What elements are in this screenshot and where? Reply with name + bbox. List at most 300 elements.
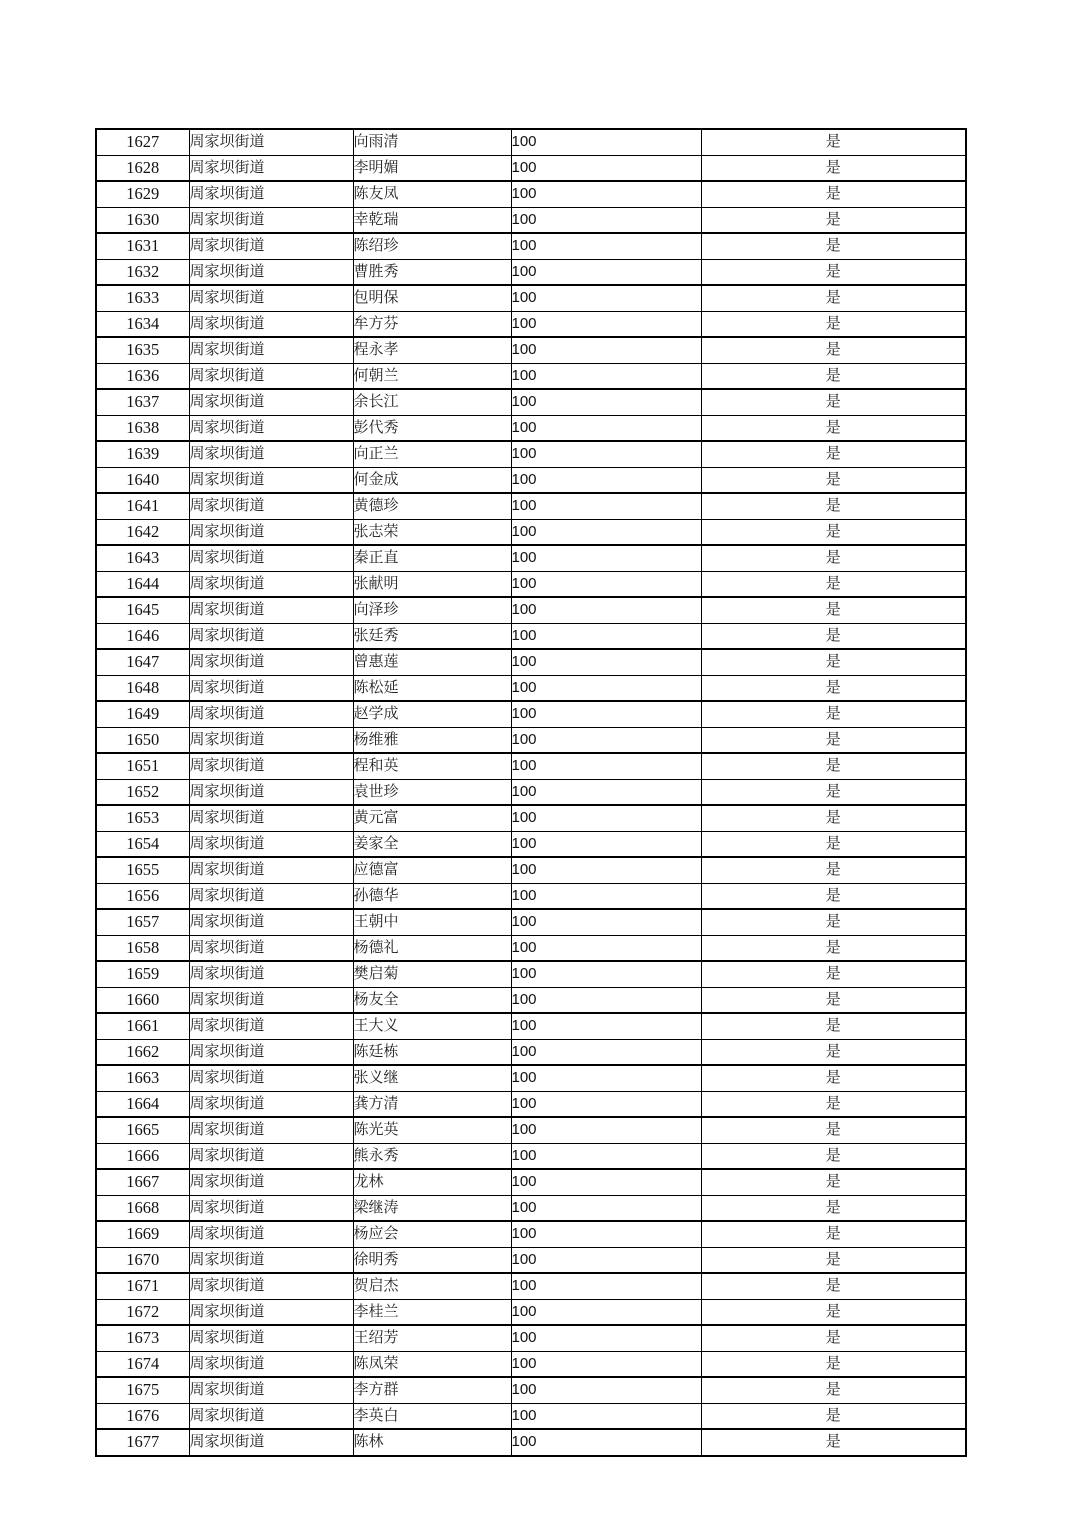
cell-score: 100 [511, 935, 701, 961]
cell-row-number: 1638 [96, 415, 189, 441]
table-row [96, 649, 966, 675]
cell-person-name: 徐明秀 [353, 1247, 511, 1273]
cell-flag: 是 [701, 1039, 966, 1065]
cell-person-name: 曾惠莲 [353, 649, 511, 675]
cell-subdistrict: 周家坝街道 [189, 1273, 353, 1299]
cell-score: 100 [511, 1065, 701, 1091]
table-row [96, 493, 966, 519]
cell-person-name: 杨维雅 [353, 727, 511, 753]
cell-row-number: 1658 [96, 935, 189, 961]
cell-person-name: 熊永秀 [353, 1143, 511, 1169]
cell-row-number: 1642 [96, 519, 189, 545]
cell-row-number: 1675 [96, 1377, 189, 1403]
table-row [96, 1065, 966, 1091]
cell-row-number: 1631 [96, 233, 189, 259]
cell-row-number: 1672 [96, 1299, 189, 1325]
cell-score: 100 [511, 1299, 701, 1325]
cell-row-number: 1635 [96, 337, 189, 363]
cell-score: 100 [511, 909, 701, 935]
cell-score: 100 [511, 545, 701, 571]
cell-flag: 是 [701, 1299, 966, 1325]
cell-person-name: 黄德珍 [353, 493, 511, 519]
cell-row-number: 1673 [96, 1325, 189, 1351]
cell-row-number: 1652 [96, 779, 189, 805]
document-page [95, 128, 967, 1457]
cell-row-number: 1669 [96, 1221, 189, 1247]
cell-person-name: 王朝中 [353, 909, 511, 935]
table-row [96, 623, 966, 649]
table-row [96, 207, 966, 233]
cell-person-name: 彭代秀 [353, 415, 511, 441]
cell-row-number: 1653 [96, 805, 189, 831]
cell-subdistrict: 周家坝街道 [189, 363, 353, 389]
cell-row-number: 1655 [96, 857, 189, 883]
cell-score: 100 [511, 883, 701, 909]
cell-person-name: 姜家全 [353, 831, 511, 857]
table-row [96, 155, 966, 181]
cell-score: 100 [511, 805, 701, 831]
cell-flag: 是 [701, 675, 966, 701]
cell-score: 100 [511, 233, 701, 259]
table-row [96, 883, 966, 909]
table-row [96, 961, 966, 987]
cell-row-number: 1651 [96, 753, 189, 779]
cell-subdistrict: 周家坝街道 [189, 467, 353, 493]
cell-subdistrict: 周家坝街道 [189, 1091, 353, 1117]
cell-subdistrict: 周家坝街道 [189, 675, 353, 701]
cell-score: 100 [511, 623, 701, 649]
cell-row-number: 1674 [96, 1351, 189, 1377]
cell-person-name: 陈凤荣 [353, 1351, 511, 1377]
cell-flag: 是 [701, 857, 966, 883]
table-row [96, 701, 966, 727]
cell-score: 100 [511, 857, 701, 883]
table-row [96, 519, 966, 545]
cell-flag: 是 [701, 623, 966, 649]
cell-subdistrict: 周家坝街道 [189, 155, 353, 181]
table-row [96, 909, 966, 935]
cell-flag: 是 [701, 727, 966, 753]
cell-flag: 是 [701, 1273, 966, 1299]
table-row [96, 779, 966, 805]
cell-person-name: 贺启杰 [353, 1273, 511, 1299]
cell-row-number: 1665 [96, 1117, 189, 1143]
cell-flag: 是 [701, 1065, 966, 1091]
table-row [96, 675, 966, 701]
cell-flag: 是 [701, 415, 966, 441]
cell-score: 100 [511, 1377, 701, 1403]
cell-person-name: 陈廷栋 [353, 1039, 511, 1065]
cell-person-name: 赵学成 [353, 701, 511, 727]
cell-score: 100 [511, 1091, 701, 1117]
cell-subdistrict: 周家坝街道 [189, 389, 353, 415]
cell-flag: 是 [701, 883, 966, 909]
table-row [96, 1325, 966, 1351]
cell-subdistrict: 周家坝街道 [189, 831, 353, 857]
table-row [96, 1221, 966, 1247]
cell-score: 100 [511, 831, 701, 857]
cell-score: 100 [511, 207, 701, 233]
cell-flag: 是 [701, 1429, 966, 1456]
cell-flag: 是 [701, 753, 966, 779]
cell-score: 100 [511, 1429, 701, 1456]
cell-score: 100 [511, 441, 701, 467]
cell-flag: 是 [701, 1195, 966, 1221]
cell-row-number: 1654 [96, 831, 189, 857]
cell-score: 100 [511, 753, 701, 779]
table-row [96, 311, 966, 337]
cell-row-number: 1637 [96, 389, 189, 415]
cell-score: 100 [511, 987, 701, 1013]
cell-flag: 是 [701, 259, 966, 285]
table-row [96, 363, 966, 389]
table-row [96, 1013, 966, 1039]
cell-subdistrict: 周家坝街道 [189, 1351, 353, 1377]
table-row [96, 259, 966, 285]
cell-row-number: 1629 [96, 181, 189, 207]
cell-row-number: 1668 [96, 1195, 189, 1221]
cell-row-number: 1661 [96, 1013, 189, 1039]
cell-flag: 是 [701, 129, 966, 155]
cell-person-name: 黄元富 [353, 805, 511, 831]
cell-flag: 是 [701, 1169, 966, 1195]
table-row [96, 129, 966, 155]
cell-row-number: 1647 [96, 649, 189, 675]
cell-subdistrict: 周家坝街道 [189, 129, 353, 155]
cell-row-number: 1671 [96, 1273, 189, 1299]
cell-subdistrict: 周家坝街道 [189, 753, 353, 779]
cell-flag: 是 [701, 311, 966, 337]
cell-person-name: 龙林 [353, 1169, 511, 1195]
cell-score: 100 [511, 571, 701, 597]
cell-subdistrict: 周家坝街道 [189, 623, 353, 649]
cell-subdistrict: 周家坝街道 [189, 519, 353, 545]
cell-subdistrict: 周家坝街道 [189, 701, 353, 727]
roster-table [95, 128, 967, 1457]
cell-row-number: 1650 [96, 727, 189, 753]
cell-flag: 是 [701, 805, 966, 831]
cell-score: 100 [511, 1221, 701, 1247]
cell-score: 100 [511, 259, 701, 285]
cell-row-number: 1657 [96, 909, 189, 935]
cell-row-number: 1660 [96, 987, 189, 1013]
cell-person-name: 向泽珍 [353, 597, 511, 623]
cell-flag: 是 [701, 1143, 966, 1169]
cell-person-name: 向正兰 [353, 441, 511, 467]
cell-person-name: 程永孝 [353, 337, 511, 363]
cell-subdistrict: 周家坝街道 [189, 441, 353, 467]
cell-person-name: 牟方芬 [353, 311, 511, 337]
cell-subdistrict: 周家坝街道 [189, 727, 353, 753]
cell-row-number: 1640 [96, 467, 189, 493]
table-row [96, 337, 966, 363]
cell-score: 100 [511, 311, 701, 337]
cell-row-number: 1676 [96, 1403, 189, 1429]
cell-row-number: 1630 [96, 207, 189, 233]
cell-row-number: 1664 [96, 1091, 189, 1117]
cell-flag: 是 [701, 1325, 966, 1351]
cell-score: 100 [511, 1403, 701, 1429]
cell-subdistrict: 周家坝街道 [189, 1065, 353, 1091]
table-row [96, 805, 966, 831]
table-row [96, 545, 966, 571]
cell-subdistrict: 周家坝街道 [189, 935, 353, 961]
cell-score: 100 [511, 415, 701, 441]
cell-flag: 是 [701, 519, 966, 545]
cell-subdistrict: 周家坝街道 [189, 493, 353, 519]
table-row [96, 1403, 966, 1429]
cell-row-number: 1639 [96, 441, 189, 467]
cell-flag: 是 [701, 909, 966, 935]
table-row [96, 1117, 966, 1143]
cell-row-number: 1636 [96, 363, 189, 389]
cell-subdistrict: 周家坝街道 [189, 1377, 353, 1403]
cell-person-name: 杨友全 [353, 987, 511, 1013]
cell-person-name: 张献明 [353, 571, 511, 597]
cell-flag: 是 [701, 1221, 966, 1247]
cell-flag: 是 [701, 779, 966, 805]
cell-score: 100 [511, 363, 701, 389]
table-row [96, 1273, 966, 1299]
cell-score: 100 [511, 285, 701, 311]
cell-person-name: 张志荣 [353, 519, 511, 545]
table-row [96, 1039, 966, 1065]
table-row [96, 987, 966, 1013]
table-row [96, 1351, 966, 1377]
cell-flag: 是 [701, 441, 966, 467]
cell-flag: 是 [701, 1117, 966, 1143]
cell-flag: 是 [701, 181, 966, 207]
cell-subdistrict: 周家坝街道 [189, 233, 353, 259]
cell-person-name: 应德富 [353, 857, 511, 883]
cell-row-number: 1677 [96, 1429, 189, 1456]
cell-subdistrict: 周家坝街道 [189, 1247, 353, 1273]
cell-row-number: 1628 [96, 155, 189, 181]
cell-person-name: 陈松延 [353, 675, 511, 701]
cell-row-number: 1649 [96, 701, 189, 727]
cell-flag: 是 [701, 233, 966, 259]
cell-row-number: 1667 [96, 1169, 189, 1195]
cell-person-name: 袁世珍 [353, 779, 511, 805]
cell-subdistrict: 周家坝街道 [189, 415, 353, 441]
cell-subdistrict: 周家坝街道 [189, 1325, 353, 1351]
cell-flag: 是 [701, 545, 966, 571]
cell-flag: 是 [701, 467, 966, 493]
cell-flag: 是 [701, 389, 966, 415]
cell-person-name: 程和英 [353, 753, 511, 779]
cell-subdistrict: 周家坝街道 [189, 857, 353, 883]
table-row [96, 1091, 966, 1117]
cell-person-name: 李桂兰 [353, 1299, 511, 1325]
cell-flag: 是 [701, 1351, 966, 1377]
cell-score: 100 [511, 1039, 701, 1065]
cell-person-name: 王绍芳 [353, 1325, 511, 1351]
table-row [96, 441, 966, 467]
cell-person-name: 何金成 [353, 467, 511, 493]
table-row [96, 597, 966, 623]
table-row [96, 1169, 966, 1195]
cell-row-number: 1666 [96, 1143, 189, 1169]
cell-score: 100 [511, 597, 701, 623]
cell-row-number: 1670 [96, 1247, 189, 1273]
table-row [96, 415, 966, 441]
cell-score: 100 [511, 467, 701, 493]
cell-score: 100 [511, 1351, 701, 1377]
cell-score: 100 [511, 337, 701, 363]
table-row [96, 1429, 966, 1456]
cell-subdistrict: 周家坝街道 [189, 649, 353, 675]
cell-flag: 是 [701, 1377, 966, 1403]
cell-score: 100 [511, 1117, 701, 1143]
cell-person-name: 陈林 [353, 1429, 511, 1456]
cell-person-name: 陈绍珍 [353, 233, 511, 259]
table-row [96, 857, 966, 883]
cell-score: 100 [511, 701, 701, 727]
table-row [96, 1143, 966, 1169]
cell-flag: 是 [701, 701, 966, 727]
cell-score: 100 [511, 1273, 701, 1299]
cell-score: 100 [511, 649, 701, 675]
cell-score: 100 [511, 1195, 701, 1221]
table-row [96, 1377, 966, 1403]
table-body [96, 129, 966, 1456]
cell-flag: 是 [701, 649, 966, 675]
table-row [96, 753, 966, 779]
cell-subdistrict: 周家坝街道 [189, 1403, 353, 1429]
cell-subdistrict: 周家坝街道 [189, 1117, 353, 1143]
cell-score: 100 [511, 961, 701, 987]
table-row [96, 571, 966, 597]
cell-flag: 是 [701, 337, 966, 363]
cell-subdistrict: 周家坝街道 [189, 1195, 353, 1221]
cell-flag: 是 [701, 571, 966, 597]
cell-subdistrict: 周家坝街道 [189, 545, 353, 571]
cell-row-number: 1645 [96, 597, 189, 623]
cell-flag: 是 [701, 1091, 966, 1117]
cell-row-number: 1656 [96, 883, 189, 909]
cell-subdistrict: 周家坝街道 [189, 779, 353, 805]
cell-subdistrict: 周家坝街道 [189, 1143, 353, 1169]
cell-row-number: 1643 [96, 545, 189, 571]
cell-person-name: 秦正直 [353, 545, 511, 571]
cell-flag: 是 [701, 493, 966, 519]
cell-flag: 是 [701, 363, 966, 389]
cell-person-name: 张义继 [353, 1065, 511, 1091]
cell-subdistrict: 周家坝街道 [189, 337, 353, 363]
cell-score: 100 [511, 181, 701, 207]
cell-score: 100 [511, 129, 701, 155]
cell-subdistrict: 周家坝街道 [189, 805, 353, 831]
cell-person-name: 杨应会 [353, 1221, 511, 1247]
cell-score: 100 [511, 1169, 701, 1195]
table-row [96, 935, 966, 961]
cell-person-name: 李明媚 [353, 155, 511, 181]
table-row [96, 181, 966, 207]
cell-subdistrict: 周家坝街道 [189, 597, 353, 623]
cell-subdistrict: 周家坝街道 [189, 1169, 353, 1195]
cell-person-name: 杨德礼 [353, 935, 511, 961]
cell-person-name: 樊启菊 [353, 961, 511, 987]
cell-subdistrict: 周家坝街道 [189, 1039, 353, 1065]
cell-score: 100 [511, 1247, 701, 1273]
cell-row-number: 1648 [96, 675, 189, 701]
cell-person-name: 向雨清 [353, 129, 511, 155]
cell-score: 100 [511, 519, 701, 545]
cell-row-number: 1632 [96, 259, 189, 285]
cell-person-name: 陈光英 [353, 1117, 511, 1143]
cell-subdistrict: 周家坝街道 [189, 285, 353, 311]
cell-subdistrict: 周家坝街道 [189, 1299, 353, 1325]
cell-person-name: 王大义 [353, 1013, 511, 1039]
cell-row-number: 1644 [96, 571, 189, 597]
cell-subdistrict: 周家坝街道 [189, 571, 353, 597]
cell-score: 100 [511, 155, 701, 181]
cell-person-name: 何朝兰 [353, 363, 511, 389]
cell-subdistrict: 周家坝街道 [189, 883, 353, 909]
cell-score: 100 [511, 1143, 701, 1169]
cell-subdistrict: 周家坝街道 [189, 311, 353, 337]
cell-flag: 是 [701, 831, 966, 857]
cell-row-number: 1646 [96, 623, 189, 649]
cell-subdistrict: 周家坝街道 [189, 909, 353, 935]
table-row [96, 467, 966, 493]
table-row [96, 1299, 966, 1325]
cell-flag: 是 [701, 155, 966, 181]
cell-person-name: 包明保 [353, 285, 511, 311]
cell-person-name: 张廷秀 [353, 623, 511, 649]
cell-person-name: 余长江 [353, 389, 511, 415]
cell-flag: 是 [701, 1403, 966, 1429]
cell-flag: 是 [701, 987, 966, 1013]
cell-flag: 是 [701, 1013, 966, 1039]
cell-person-name: 梁继涛 [353, 1195, 511, 1221]
table-row [96, 1247, 966, 1273]
cell-person-name: 李方群 [353, 1377, 511, 1403]
cell-person-name: 曹胜秀 [353, 259, 511, 285]
cell-row-number: 1659 [96, 961, 189, 987]
cell-subdistrict: 周家坝街道 [189, 961, 353, 987]
cell-subdistrict: 周家坝街道 [189, 987, 353, 1013]
cell-score: 100 [511, 389, 701, 415]
cell-score: 100 [511, 675, 701, 701]
cell-person-name: 幸乾瑞 [353, 207, 511, 233]
cell-subdistrict: 周家坝街道 [189, 259, 353, 285]
cell-row-number: 1627 [96, 129, 189, 155]
cell-subdistrict: 周家坝街道 [189, 1429, 353, 1456]
table-row [96, 389, 966, 415]
cell-score: 100 [511, 1013, 701, 1039]
table-row [96, 285, 966, 311]
cell-flag: 是 [701, 285, 966, 311]
table-row [96, 1195, 966, 1221]
table-row [96, 831, 966, 857]
cell-person-name: 孙德华 [353, 883, 511, 909]
cell-subdistrict: 周家坝街道 [189, 207, 353, 233]
cell-flag: 是 [701, 1247, 966, 1273]
cell-flag: 是 [701, 935, 966, 961]
cell-row-number: 1633 [96, 285, 189, 311]
table-row [96, 727, 966, 753]
cell-score: 100 [511, 1325, 701, 1351]
cell-person-name: 李英白 [353, 1403, 511, 1429]
cell-subdistrict: 周家坝街道 [189, 1221, 353, 1247]
table-row [96, 233, 966, 259]
cell-person-name: 陈友凤 [353, 181, 511, 207]
cell-subdistrict: 周家坝街道 [189, 181, 353, 207]
cell-flag: 是 [701, 207, 966, 233]
cell-person-name: 龚方清 [353, 1091, 511, 1117]
cell-row-number: 1634 [96, 311, 189, 337]
